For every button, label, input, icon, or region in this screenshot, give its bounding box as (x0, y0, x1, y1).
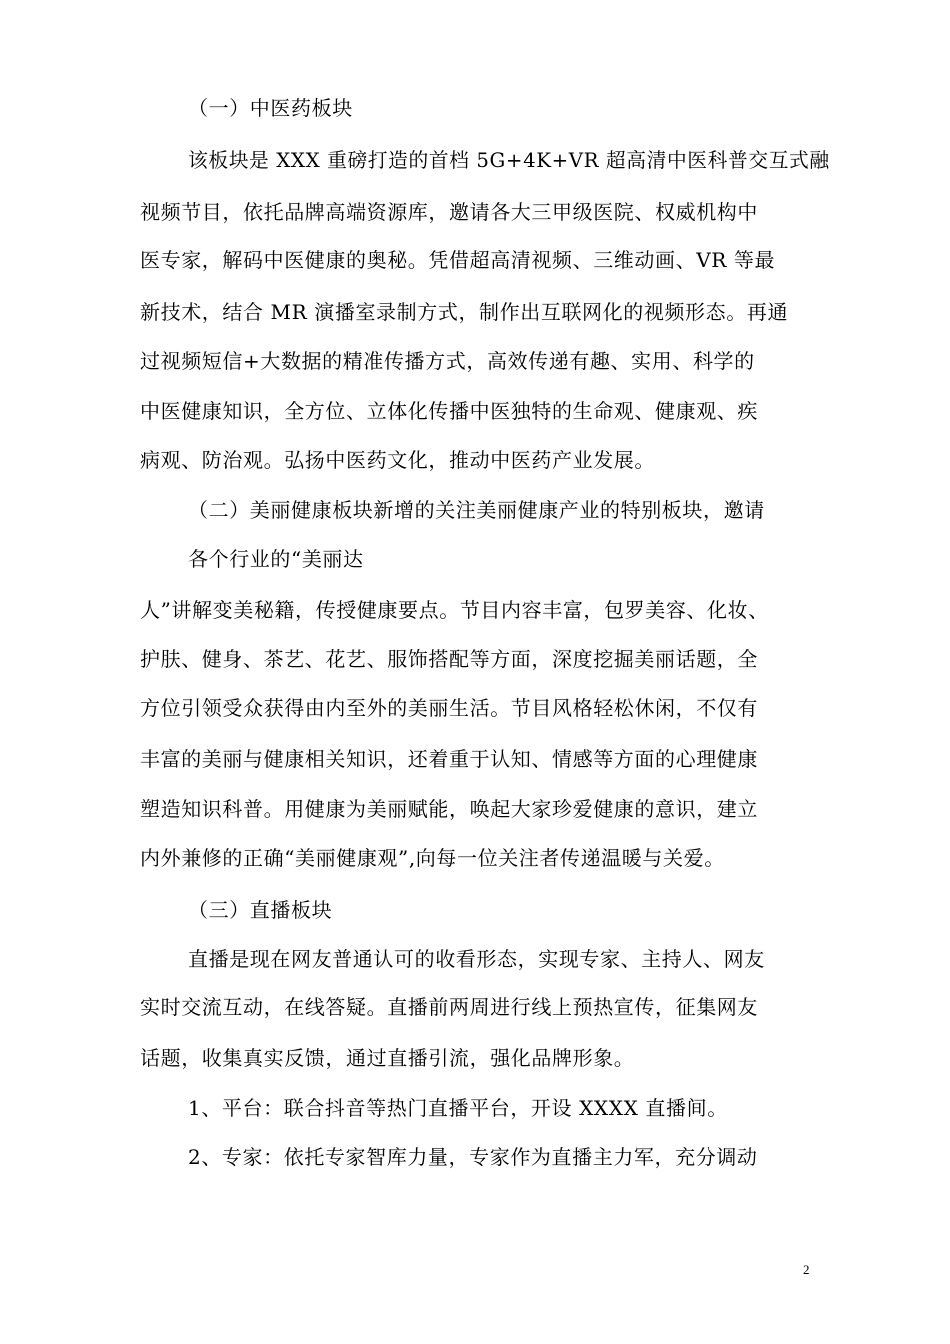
paragraph-line: 医专家，解码中医健康的奥秘。凭借超高清视频、三维动画、VR 等最 (140, 248, 776, 272)
paragraph-line: 塑造知识科普。用健康为美丽赋能，唤起大家珍爱健康的意识，建立 (140, 797, 758, 821)
paragraph-line: 话题，收集真实反馈，通过直播引流，强化品牌形象。 (140, 1046, 635, 1070)
paragraph-line: 新技术，结合 MR 演播室录制方式，制作出互联网化的视频形态。再通 (140, 300, 789, 324)
paragraph-line: 丰富的美丽与健康相关知识，还着重于认知、情感等方面的心理健康 (140, 747, 758, 771)
paragraph-line: 方位引领受众获得由内至外的美丽生活。节目风格轻松休闲，不仅有 (140, 696, 758, 720)
paragraph-line: 内外兼修的正确“美丽健康观”,向每一位关注者传递温暖与关爱。 (140, 846, 725, 870)
paragraph-line: 病观、防治观。弘扬中医药文化，推动中医药产业发展。 (140, 448, 655, 472)
paragraph-line: 视频节目，依托品牌高端资源库，邀请各大三甲级医院、权威机构中 (140, 200, 758, 224)
page-number: 2 (803, 1262, 810, 1277)
paragraph-line: 人”讲解变美秘籍，传授健康要点。节目内容丰富，包罗美容、化妆、 (140, 598, 769, 622)
paragraph-line: 护肤、健身、茶艺、花艺、服饰搭配等方面，深度挖掘美丽话题，全 (140, 647, 758, 671)
paragraph-line: 各个行业的“美丽达 (188, 547, 364, 571)
paragraph-line: 中医健康知识，全方位、立体化传播中医独特的生命观、健康观、疾 (140, 399, 758, 423)
heading-tcm-section: （一）中医药板块 (188, 96, 353, 120)
paragraph-line: 实时交流互动，在线答疑。直播前两周进行线上预热宣传，征集网友 (140, 995, 758, 1019)
list-item-experts: 2、专家：依托专家智库力量，专家作为直播主力军，充分调动 (188, 1145, 758, 1169)
paragraph-line: 直播是现在网友普通认可的收看形态，实现专家、主持人、网友 (188, 947, 765, 971)
list-item-platform: 1、平台：联合抖音等热门直播平台，开设 XXXX 直播间。 (188, 1096, 728, 1120)
paragraph-line: 该板块是 XXX 重磅打造的首档 5G+4K+VR 超高清中医科普交互式融 (188, 148, 830, 172)
heading-live-section: （三）直播板块 (188, 898, 333, 922)
heading-beauty-section: （二）美丽健康板块新增的关注美丽健康产业的特别板块，邀请 (188, 498, 765, 522)
paragraph-line: 过视频短信+大数据的精准传播方式，高效传递有趣、实用、科学的 (140, 349, 755, 373)
